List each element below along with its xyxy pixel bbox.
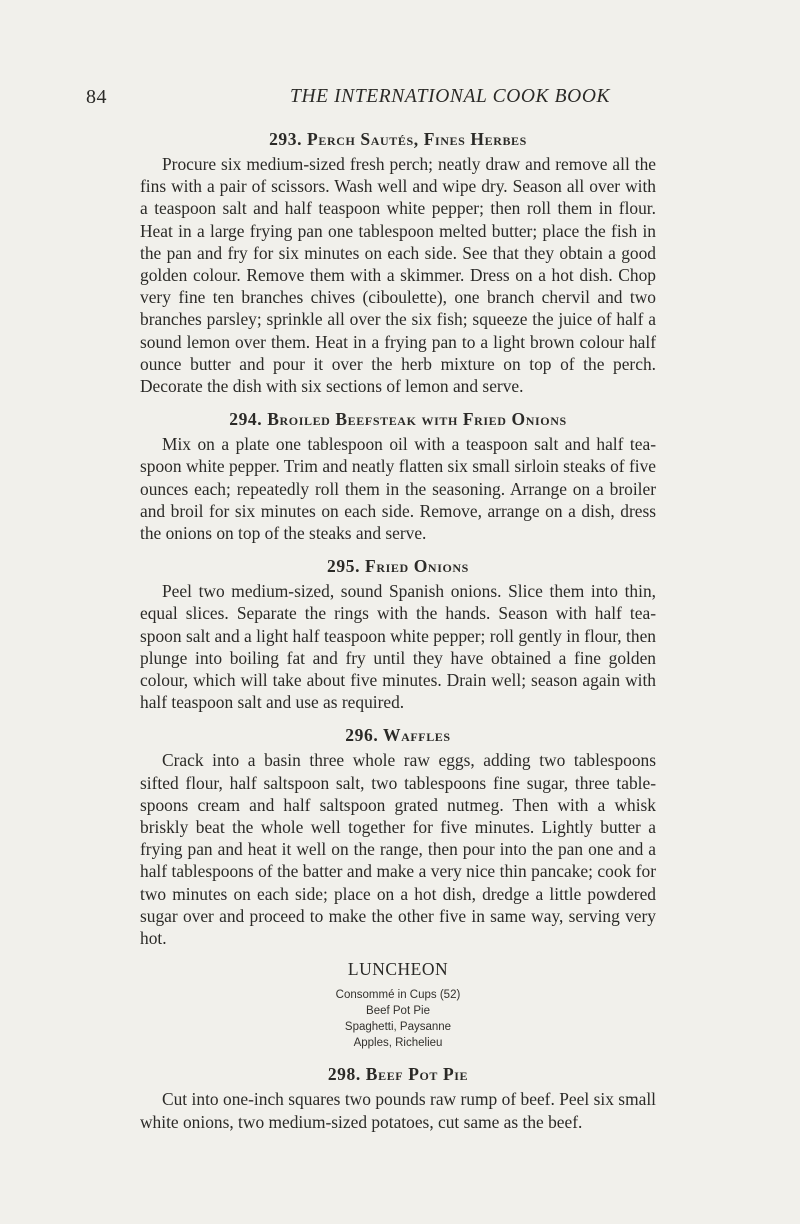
- page-header: [0, 86, 800, 112]
- running-title: THE INTERNATIONAL COOK BOOK: [290, 86, 611, 107]
- page-content: [140, 126, 656, 1133]
- recipe-heading-298: 298. Beef Pot Pie: [327, 1064, 469, 1085]
- recipe-heading-294: 294. Broiled Beefsteak with Fried Onions: [229, 409, 567, 430]
- recipe-heading-293: 293. Perch Sautés, Fines Herbes: [269, 129, 527, 149]
- recipe-text-293: Procure six medium-sized fresh perch; neatly draw and remove all the fins with a pair of scissors. Wash well and wipe dry. Season all over with a teaspoon salt and half teaspoon white pepper; then roll them in flour. Heat in a large frying pan one tablespoon melted butter; place the fish in the pan and fry for six minutes on each side. See that they obtain a good golden colour. Remove them with a skimmer. Dress on a hot dish. Chop very fine ten branches chives (ciboulette), one branch chervil and two branches parsley; sprinkle all over the six fish; squeeze the juice of half a sound lemon over them. Heat in a frying pan to a light brown colour half ounce butter and pour it over the herb mixture on top of the perch. Decorate the dish with six sections of lemon and serve.: [140, 154, 656, 397]
- menu-title: LUNCHEON: [347, 959, 449, 980]
- menu-item: Spaghetti, Paysanne: [344, 1021, 452, 1034]
- page-number: 84: [86, 86, 107, 108]
- recipe-text-298: Cut into one-inch squares two pounds raw rump of beef. Peel six small white onions, two medium-sized potatoes, cut same as the beef.: [140, 1089, 656, 1132]
- recipe-text-295: Peel two medium-sized, sound Spanish onions. Slice them into thin, equal slices. Separate the rings with the hands. Season with half tea-spoon salt and a light half teaspoon white pepper; roll gently in flour, then plunge into boiling fat and fry until they have obtained a fine golden colour, which will take about five minutes. Drain well; season again with half teaspoon salt and use as required.: [140, 581, 656, 713]
- menu-item: Beef Pot Pie: [366, 1005, 430, 1018]
- recipe-text-296: Crack into a basin three whole raw eggs, adding two tablespoons sifted flour, half saltspoon salt, two tablespoons fine sugar, three table-spoons cream and half saltspoon grated nutmeg. Then with a whisk briskly beat the whole well together for five minutes. Lightly butter a frying pan and heat it well on the range, then pour into the pan one and a half tablespoons of the batter and make a very nice thin pancake; cook for two minutes on each side; place on a hot dish, dredge a little powdered sugar over and proceed to make the other five in same way, serving very hot.: [140, 750, 656, 949]
- recipe-text-294: Mix on a plate one tablespoon oil with a teaspoon salt and half tea-spoon white pepper. Trim and neatly flatten six small sirloin steaks of five ounces each; repeatedly roll them in the seasoning. Arrange on a broiler and broil for six minutes on each side. Remove, arrange on a dish, dress the onions on top of the steaks and serve.: [140, 434, 656, 544]
- menu-list: [140, 987, 656, 1051]
- recipe-heading-295: 295. Fried Onions: [327, 556, 469, 577]
- recipe-heading-296: 296. Waffles: [345, 725, 451, 746]
- menu-item: Consommé in Cups (52): [335, 989, 461, 1002]
- menu-item: Apples, Richelieu: [353, 1037, 443, 1050]
